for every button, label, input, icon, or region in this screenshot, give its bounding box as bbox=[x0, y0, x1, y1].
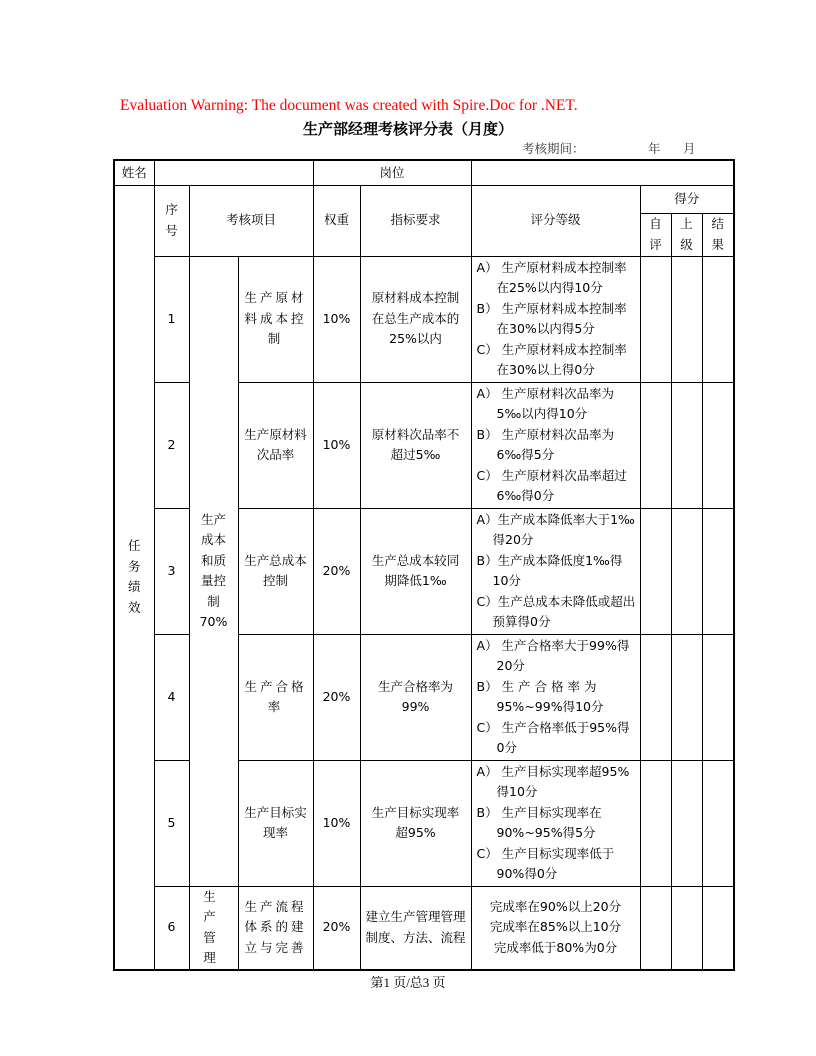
row-seq: 5 bbox=[154, 760, 189, 886]
row-requirement: 原材料成本控制在总生产成本的25%以内 bbox=[360, 256, 471, 382]
row-grades: 完成率在90%以上20分 完成率在85%以上10分 完成率低于80%为0分 bbox=[471, 886, 640, 970]
result-score[interactable] bbox=[702, 382, 734, 508]
evaluation-table bbox=[113, 159, 735, 971]
row-requirement: 生产目标实现率超95% bbox=[360, 760, 471, 886]
name-value[interactable] bbox=[154, 160, 313, 185]
row-requirement: 生产合格率为99% bbox=[360, 634, 471, 760]
row-item: 生产总成本控制 bbox=[238, 508, 313, 634]
row-grades: A） 生产合格率大于99%得20分 B） 生 产 合 格 率 为95%~99%得10分 C） 生产合格率低于95%得0分 bbox=[471, 634, 640, 760]
superior-score[interactable] bbox=[671, 760, 702, 886]
result-score[interactable] bbox=[702, 760, 734, 886]
result-score[interactable] bbox=[702, 634, 734, 760]
name-label: 姓名 bbox=[114, 160, 154, 185]
position-value[interactable] bbox=[471, 160, 734, 185]
page-footer: 第1 页/总3 页 bbox=[370, 975, 446, 990]
self-header: 自评 bbox=[640, 213, 671, 256]
superior-header: 上级 bbox=[671, 213, 702, 256]
requirement-header: 指标要求 bbox=[360, 185, 471, 256]
row-weight: 10% bbox=[313, 760, 360, 886]
row-weight: 20% bbox=[313, 634, 360, 760]
superior-score[interactable] bbox=[671, 382, 702, 508]
self-score[interactable] bbox=[640, 508, 671, 634]
row-grades: A） 生产原材料次品率为5‰以内得10分 B） 生产原材料次品率为6‰得5分 C） 生产原材料次品率超过6‰得0分 bbox=[471, 382, 640, 508]
superior-score[interactable] bbox=[671, 256, 702, 382]
self-score[interactable] bbox=[640, 382, 671, 508]
score-header: 得分 bbox=[640, 185, 734, 213]
row-seq: 4 bbox=[154, 634, 189, 760]
row-requirement: 原材料次品率不超过5‰ bbox=[360, 382, 471, 508]
superior-score[interactable] bbox=[671, 634, 702, 760]
row-weight: 20% bbox=[313, 508, 360, 634]
weight-header: 权重 bbox=[313, 185, 360, 256]
row-item: 生产原材料成本控制 bbox=[238, 256, 313, 382]
self-score[interactable] bbox=[640, 886, 671, 970]
row-weight: 20% bbox=[313, 886, 360, 970]
row-weight: 10% bbox=[313, 382, 360, 508]
position-label: 岗位 bbox=[313, 160, 471, 185]
row-item: 生产合格率 bbox=[238, 634, 313, 760]
row-seq: 6 bbox=[154, 886, 189, 970]
row-grades: A） 生产原材料成本控制率在25%以内得10分 B） 生产原材料成本控制率在30%以内得5分 C） 生产原材料成本控制率在30%以上得0分 bbox=[471, 256, 640, 382]
row-item: 生产目标实现率 bbox=[238, 760, 313, 886]
result-score[interactable] bbox=[702, 508, 734, 634]
row-requirement: 生产总成本较同期降低1‰ bbox=[360, 508, 471, 634]
item-header: 考核项目 bbox=[189, 185, 313, 256]
section-label: 任务绩效 bbox=[114, 185, 154, 970]
seq-header: 序号 bbox=[154, 185, 189, 256]
row-seq: 1 bbox=[154, 256, 189, 382]
self-score[interactable] bbox=[640, 256, 671, 382]
grade-header: 评分等级 bbox=[471, 185, 640, 256]
result-score[interactable] bbox=[702, 886, 734, 970]
row-grades: A） 生产目标实现率超95%得10分 B） 生产目标实现率在90%~95%得5分 C） 生产目标实现率低于90%得0分 bbox=[471, 760, 640, 886]
superior-score[interactable] bbox=[671, 508, 702, 634]
category-cost-quality: 生产成本和质量控制70% bbox=[189, 256, 238, 886]
row-item: 生产流程体系的建立与完善 bbox=[238, 886, 313, 970]
self-score[interactable] bbox=[640, 634, 671, 760]
period-label: 考核期间： bbox=[522, 141, 585, 156]
row-seq: 3 bbox=[154, 508, 189, 634]
result-header: 结果 bbox=[702, 213, 734, 256]
row-grades: A）生产成本降低率大于1‰得20分 B）生产成本降低度1‰得10分 C）生产总成本未降低或超出预算得0分 bbox=[471, 508, 640, 634]
row-seq: 2 bbox=[154, 382, 189, 508]
row-item: 生产原材料次品率 bbox=[238, 382, 313, 508]
period-month: 月 bbox=[683, 141, 696, 156]
result-score[interactable] bbox=[702, 256, 734, 382]
category-management: 生产管理 bbox=[189, 886, 238, 970]
page-title: 生产部经理考核评分表（月度） bbox=[302, 120, 513, 138]
period-year: 年 bbox=[648, 141, 661, 156]
superior-score[interactable] bbox=[671, 886, 702, 970]
self-score[interactable] bbox=[640, 760, 671, 886]
evaluation-warning: Evaluation Warning: The document was created with Spire.Doc for .NET. bbox=[120, 97, 578, 114]
row-weight: 10% bbox=[313, 256, 360, 382]
row-requirement: 建立生产管理管理制度、方法、流程 bbox=[360, 886, 471, 970]
